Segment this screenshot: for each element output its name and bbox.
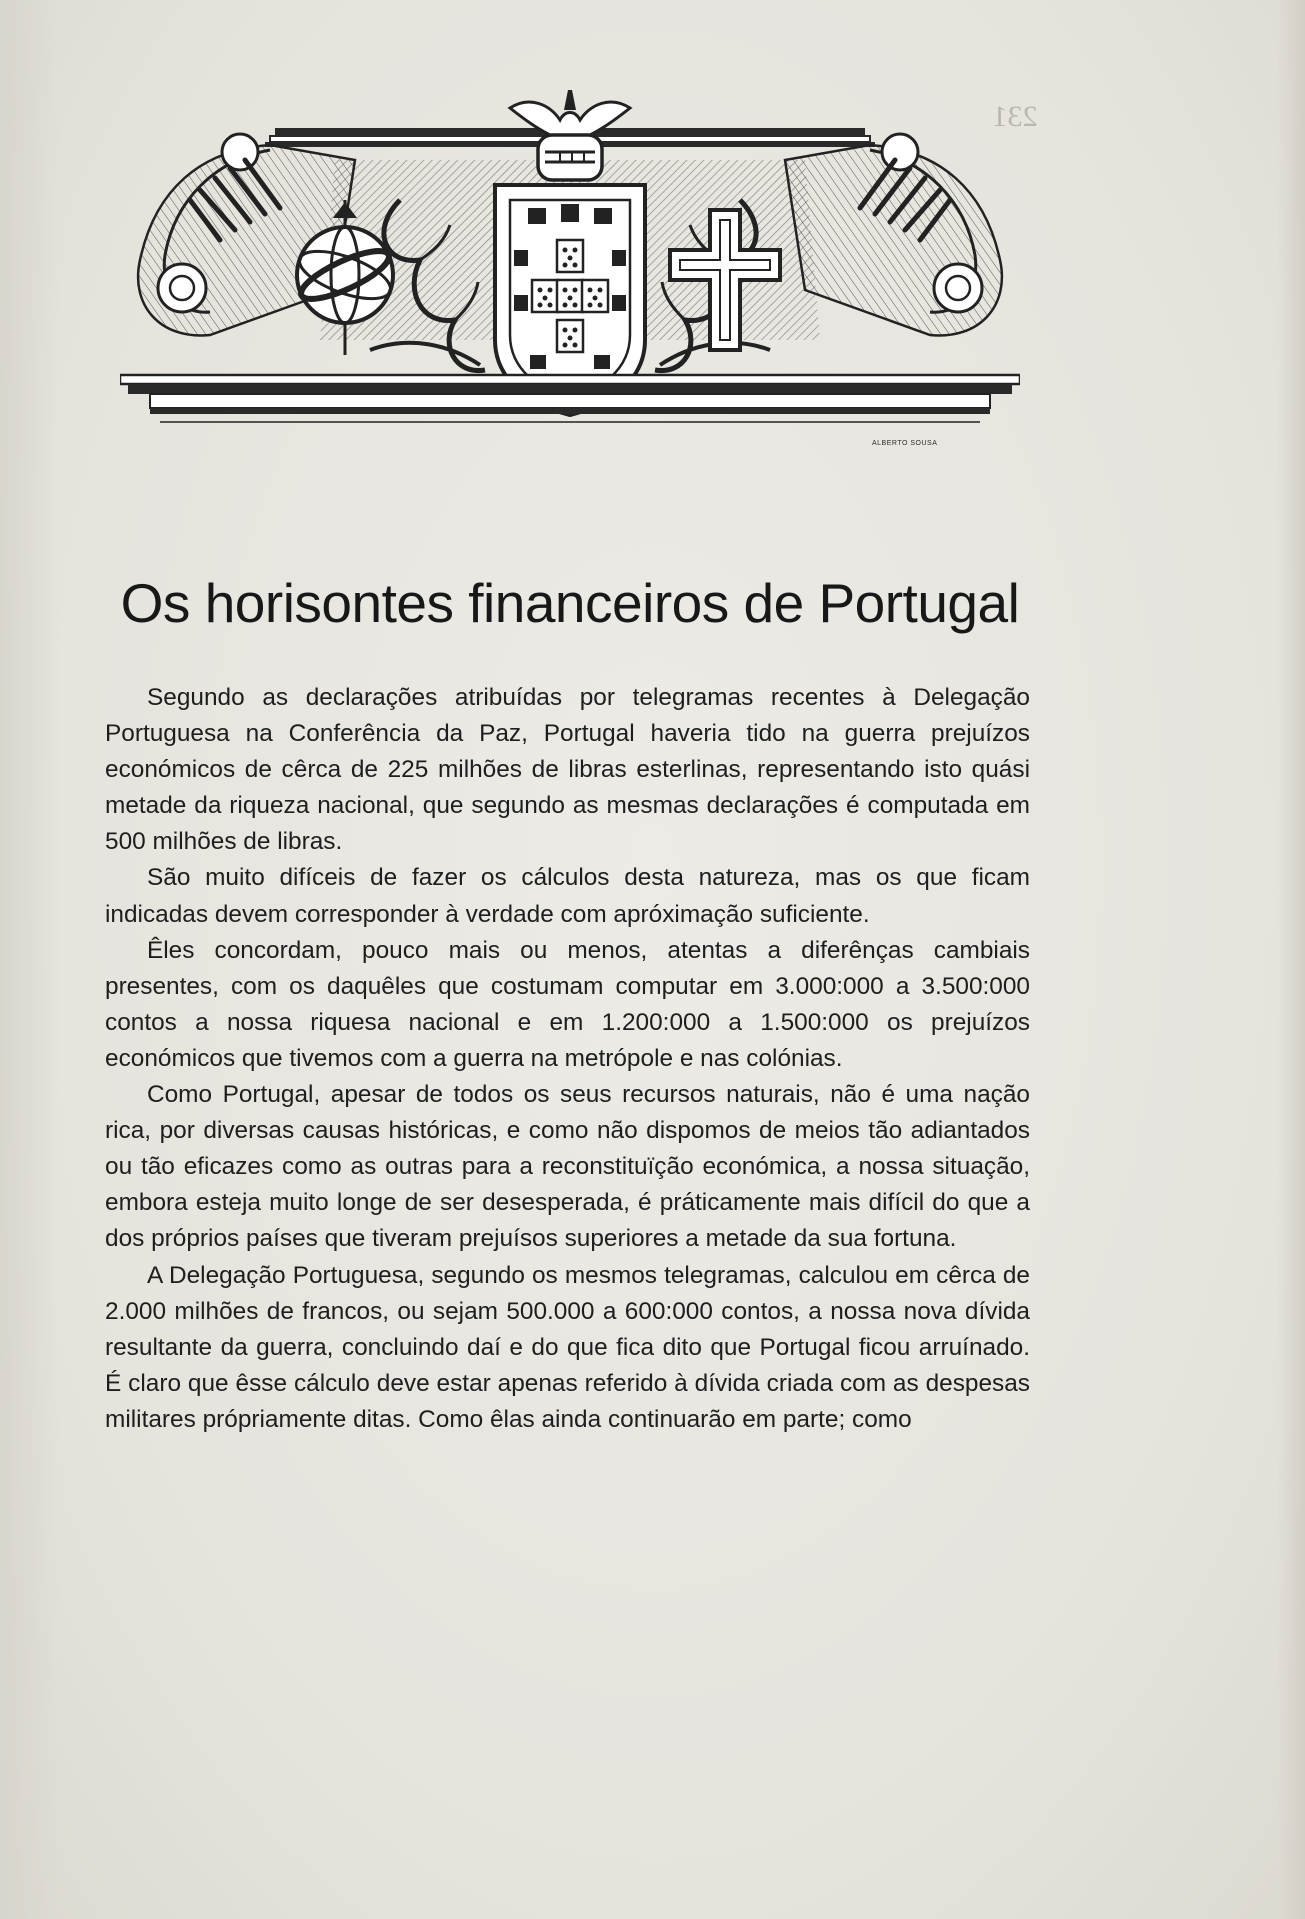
article-title: Os horisontes financeiros de Portugal xyxy=(120,572,1020,634)
body-paragraph: Êles concordam, pouco mais ou menos, atentas a diferênças cambiais presentes, com os daquêles que costumam computar em 3.000:000 a 3.500:000 contos a nossa riquesa nacional e em 1.200:000 a 1.500:000 os prejuízos económicos que tivemos com a guerra na metrópole e nas colónias. xyxy=(105,936,1030,1072)
article-body xyxy=(105,680,1030,1438)
body-paragraph: A Delegação Portuguesa, segundo os mesmos telegramas, calculou em cêrca de 2.000 milhões de francos, ou sejam 500.000 a 600:000 contos, a nossa nova dívida resultante da guerra, concluindo daí e do que fica dito que Portugal ficou arruínado. É claro que êsse cálculo deve estar apenas referido à dívida criada com as despesas militares própriamente ditas. Como êlas ainda continuarão em parte; como xyxy=(105,1261,1030,1433)
body-paragraph: São muito difíceis de fazer os cálculos desta natureza, mas os que ficam indicadas devem corresponder à verdade com apróximação suficiente. xyxy=(105,864,1030,928)
engraver-signature: ALBERTO SOUSA xyxy=(872,440,938,447)
page-edge-shadow xyxy=(1277,0,1305,1919)
right-scroll-bracket xyxy=(785,134,1002,335)
page-number-show-through: 231 xyxy=(992,100,1038,133)
header-ornament xyxy=(120,90,1020,460)
page-edge-shadow xyxy=(0,0,60,1919)
body-paragraph: Segundo as declarações atribuídas por telegramas recentes à Delegação Portuguesa na Conferência da Paz, Portugal haveria tido na guerra prejuízos económicos de cêrca de 225 milhões de libras esterlinas, representando isto quási metade da riqueza nacional, que segundo as mesmas declarações é computada em 500 milhões de libras. xyxy=(105,684,1030,856)
body-paragraph: Como Portugal, apesar de todos os seus recursos naturais, não é uma nação rica, por diversas causas históricas, e como não dispomos de meios tão adiantados ou tão eficazes como as outras para a reconstituïção económica, a nossa situação, embora esteja muito longe de ser desesperada, é práticamente mais difícil do que a dos próprios países que tiveram prejuísos superiores a metade da sua fortuna. xyxy=(105,1081,1030,1253)
